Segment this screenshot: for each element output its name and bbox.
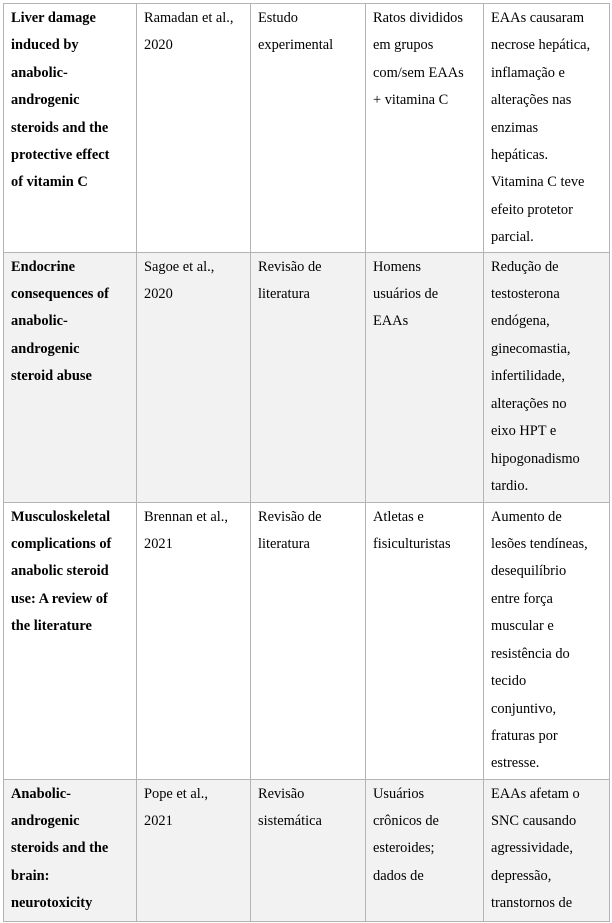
cell-text-line: anabolic- (11, 64, 68, 81)
cell-text-line: alterações no (491, 395, 567, 412)
cell-text-line: hipogonadismo (491, 450, 580, 467)
cell-text-line: neurotoxicity (11, 895, 93, 912)
cell-text-line: com/sem EAAs (373, 64, 464, 81)
results-cell (484, 4, 610, 253)
sample-cell (366, 4, 484, 253)
cell-text-line: androgenic (11, 340, 80, 357)
cell-text-line: Redução de (491, 258, 559, 275)
cell-text-line: + vitamina C (373, 92, 449, 109)
cell-text-line: Atletas e (373, 508, 424, 525)
cell-text-line: EAAs causaram (491, 10, 585, 26)
results-cell (484, 502, 610, 779)
cell-text-line: Ratos divididos (373, 10, 463, 26)
cell-text-line: anabolic steroid (11, 563, 109, 580)
study-title-cell (4, 4, 137, 253)
cell-text-line: literatura (258, 536, 310, 553)
cell-text-line: necrose hepática, (491, 37, 591, 54)
cell-text-line: Revisão de (258, 508, 322, 525)
cell-text-line: esteroides; (373, 840, 435, 857)
cell-text-line: steroid abuse (11, 368, 92, 385)
cell-text-line: steroids and the (11, 840, 109, 857)
cell-text-line: 2021 (144, 536, 173, 553)
cell-text-line: experimental (258, 37, 334, 54)
cell-text-line: SNC causando (491, 813, 577, 830)
study-title-cell (4, 252, 137, 502)
cell-text-line: Sagoe et al., (144, 258, 215, 275)
study-type-cell (251, 779, 366, 921)
cell-text-line: resistência do (491, 645, 570, 662)
cell-text-line: anabolic- (11, 313, 68, 330)
study-title-cell (4, 502, 137, 779)
cell-text-line: Brennan et al., (144, 508, 228, 525)
cell-text-line: androgenic (11, 92, 80, 109)
cell-text-line: Musculoskeletal (11, 508, 111, 525)
cell-text-line: use: A review of (11, 590, 108, 607)
cell-text-line: conjuntivo, (491, 700, 557, 717)
cell-text-line: the literature (11, 618, 92, 635)
cell-text-line: brain: (11, 867, 50, 884)
cell-text-line: steroids and the (11, 119, 109, 136)
cell-text-line: estresse. (491, 755, 540, 772)
cell-text-line: protective effect (11, 147, 110, 164)
cell-text-line: dados de (373, 867, 424, 884)
study-title-cell (4, 779, 137, 921)
cell-text-line: Anabolic- (11, 785, 71, 802)
cell-text-line: literatura (258, 286, 310, 303)
sample-cell (366, 779, 484, 921)
cell-text-line: 2020 (144, 37, 173, 54)
results-cell (484, 779, 610, 921)
cell-text-line: infertilidade, (491, 368, 565, 385)
authors-year-cell (137, 252, 251, 502)
cell-text-line: endógena, (491, 313, 550, 330)
cell-text-line: Liver damage (11, 10, 96, 26)
cell-text-line: entre força (491, 590, 553, 607)
cell-text-line: sistemática (258, 813, 322, 830)
cell-text-line: usuários de (373, 286, 439, 303)
cell-text-line: testosterona (491, 286, 560, 303)
cell-text-line: consequences of (11, 286, 109, 303)
cell-text-line: inflamação e (491, 64, 565, 81)
cell-text-line: crônicos de (373, 813, 439, 830)
table-row (4, 4, 610, 253)
table-row (4, 502, 610, 779)
cell-text-line: Usuários (373, 785, 425, 802)
cell-text-line: alterações nas (491, 92, 572, 109)
results-cell (484, 252, 610, 502)
authors-year-cell (137, 502, 251, 779)
cell-text-line: Aumento de (491, 508, 562, 525)
study-type-cell (251, 252, 366, 502)
studies-table (3, 3, 610, 922)
cell-text-line: fraturas por (491, 727, 558, 744)
cell-text-line: efeito protetor (491, 201, 573, 218)
cell-text-line: complications of (11, 536, 112, 553)
cell-text-line: fisiculturistas (373, 536, 451, 553)
cell-text-line: hepáticas. (491, 147, 549, 164)
cell-text-line: Endocrine (11, 258, 75, 275)
cell-text-line: ginecomastia, (491, 340, 571, 357)
cell-text-line: induced by (11, 37, 79, 54)
cell-text-line: EAAs afetam o (491, 785, 580, 802)
cell-text-line: depressão, (491, 867, 552, 884)
sample-cell (366, 252, 484, 502)
table-row (4, 252, 610, 502)
table-row (4, 779, 610, 921)
cell-text-line: parcial. (491, 229, 534, 246)
cell-text-line: 2020 (144, 286, 173, 303)
cell-text-line: agressividade, (491, 840, 573, 857)
cell-text-line: eixo HPT e (491, 423, 557, 440)
cell-text-line: tardio. (491, 477, 529, 494)
study-type-cell (251, 502, 366, 779)
cell-text-line: muscular e (491, 618, 554, 635)
sample-cell (366, 502, 484, 779)
cell-text-line: androgenic (11, 813, 80, 830)
cell-text-line: Vitamina C teve (491, 174, 585, 191)
cell-text-line: enzimas (491, 119, 539, 136)
cell-text-line: EAAs (373, 313, 409, 330)
cell-text-line: lesões tendíneas, (491, 536, 588, 553)
authors-year-cell (137, 779, 251, 921)
authors-year-cell (137, 4, 251, 253)
cell-text-line: Homens (373, 258, 421, 275)
cell-text-line: Ramadan et al., (144, 10, 234, 26)
cell-text-line: Pope et al., (144, 785, 208, 802)
cell-text-line: transtornos de (491, 895, 573, 912)
cell-text-line: of vitamin C (11, 174, 88, 191)
study-type-cell (251, 4, 366, 253)
cell-text-line: Estudo (258, 10, 298, 26)
cell-text-line: Revisão (258, 785, 305, 802)
cell-text-line: em grupos (373, 37, 434, 54)
cell-text-line: 2021 (144, 813, 173, 830)
cell-text-line: tecido (491, 673, 527, 690)
cell-text-line: desequilíbrio (491, 563, 567, 580)
cell-text-line: Revisão de (258, 258, 322, 275)
